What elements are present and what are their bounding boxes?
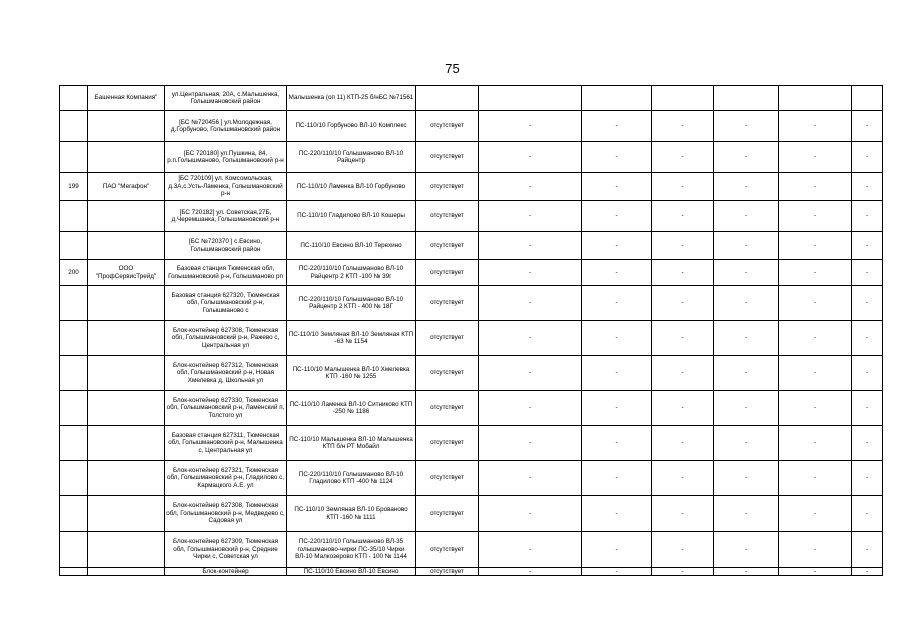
status-cell: отсутствует (416, 173, 479, 201)
substation-cell: ПС-220/110/10 Голышманово ВЛ-35 голышманово-чирки ПС-35/10 Чирки ВЛ-10 Малкозерово КТП - 100 № 1144 (287, 532, 416, 568)
value-cell-3: - (652, 142, 714, 173)
value-cell-6: - (852, 201, 883, 232)
substation-cell: ПС-110/10 Евсино ВЛ-10 Терехино (287, 232, 416, 260)
organization-cell (88, 201, 165, 232)
value-cell-4: - (714, 496, 779, 532)
value-cell-4: - (714, 173, 779, 201)
organization-cell: ООО "ПрофСервисТрейд" (88, 260, 165, 286)
organization-cell (88, 321, 165, 356)
substation-cell: ПС-220/110/10 Голышманово ВЛ-10 Гладилово КТП -400 № 1124 (287, 461, 416, 496)
substation-cell: Малышенка (оп 11) КТП-25 б/нБС №71561 (287, 86, 416, 111)
value-cell-1: - (479, 321, 582, 356)
value-cell-5: - (779, 260, 852, 286)
value-cell-4: - (714, 321, 779, 356)
value-cell-2: - (582, 426, 652, 461)
value-cell-6 (852, 86, 883, 111)
address-cell: [БС №720456 ] ул.Молодежная, д.Горбуново, Голышмановский район (165, 111, 287, 142)
status-cell: отсутствует (416, 568, 479, 576)
substation-cell: ПС-220/110/10 Голышманово ВЛ-10 Райцентр 2 КТП -100 № 39г (287, 260, 416, 286)
value-cell-6: - (852, 173, 883, 201)
value-cell-6: - (852, 426, 883, 461)
organization-cell (88, 391, 165, 426)
substation-cell: ПС-110/10 Гладилово ВЛ-10 Кошеры (287, 201, 416, 232)
table-row (60, 496, 883, 532)
address-cell: [БС 720182] ул. Советская,27Б, д.Черемшанка, Голышмановский р-н (165, 201, 287, 232)
value-cell-1: - (479, 356, 582, 391)
address-cell: Блок-контейнер 627330, Тюменская обл, Голышмановский р-н, Ламенский п, Толстого ул (165, 391, 287, 426)
table-row (60, 111, 883, 142)
address-cell: Базовая станция Тюменская обл, Голышмановский р-н, Голышманово рп (165, 260, 287, 286)
table-row (60, 426, 883, 461)
table-row (60, 286, 883, 321)
value-cell-1: - (479, 286, 582, 321)
value-cell-5: - (779, 356, 852, 391)
row-number-cell (60, 568, 88, 576)
organization-cell (88, 568, 165, 576)
substation-cell: ПС-110/10 Малышенка ВЛ-10 Хмелевка КТП -160 № 1255 (287, 356, 416, 391)
substation-cell: ПС-110/10 Ламенка ВЛ-10 Ситниково КТП -250 № 1186 (287, 391, 416, 426)
address-cell: Блок-контейнер (165, 568, 287, 576)
status-cell: отсутствует (416, 232, 479, 260)
organization-cell (88, 426, 165, 461)
organization-cell (88, 532, 165, 568)
organization-cell (88, 286, 165, 321)
row-number-cell (60, 461, 88, 496)
value-cell-4: - (714, 568, 779, 576)
value-cell-4: - (714, 142, 779, 173)
value-cell-6: - (852, 111, 883, 142)
row-number-cell (60, 232, 88, 260)
value-cell-5: - (779, 568, 852, 576)
value-cell-2: - (582, 286, 652, 321)
row-number-cell (60, 142, 88, 173)
table-row (60, 201, 883, 232)
value-cell-3: - (652, 496, 714, 532)
status-cell: отсутствует (416, 286, 479, 321)
value-cell-5: - (779, 173, 852, 201)
value-cell-2: - (582, 173, 652, 201)
substation-cell: ПС-110/10 Малышенка ВЛ-10 Малышенка КТП б/н РТ Мобайл (287, 426, 416, 461)
address-cell: Блок-контейнер 627308, Тюменская обл, Голышмановский р-н, Ражево с, Центральная ул (165, 321, 287, 356)
address-cell: Блок-контейнер 627321, Тюменская обл, Голышмановский р-н, Гладилово с, Кармацкого А.Е. ул (165, 461, 287, 496)
organization-cell (88, 496, 165, 532)
address-cell: Базовая станция 627320, Тюменская обл, Голышмановский р-н, Голышманово с (165, 286, 287, 321)
organization-cell: Башенная Компания" (88, 86, 165, 111)
table-row (60, 142, 883, 173)
value-cell-6: - (852, 260, 883, 286)
address-cell: [БС №720370 ] с.Евсино, Голышмановский район (165, 232, 287, 260)
organization-cell (88, 111, 165, 142)
value-cell-3: - (652, 260, 714, 286)
value-cell-4: - (714, 260, 779, 286)
value-cell-6: - (852, 568, 883, 576)
status-cell: отсутствует (416, 111, 479, 142)
row-number-cell (60, 532, 88, 568)
value-cell-2 (582, 86, 652, 111)
value-cell-5: - (779, 321, 852, 356)
value-cell-5: - (779, 286, 852, 321)
table-row (60, 173, 883, 201)
address-cell: Блок-контейнер 627309, Тюменская обл, Голышмановский р-н, Средние Чирки с, Советская ул (165, 532, 287, 568)
value-cell-1: - (479, 173, 582, 201)
value-cell-3: - (652, 173, 714, 201)
value-cell-4: - (714, 232, 779, 260)
status-cell: отсутствует (416, 532, 479, 568)
organization-cell (88, 232, 165, 260)
value-cell-5: - (779, 496, 852, 532)
value-cell-2: - (582, 232, 652, 260)
value-cell-2: - (582, 496, 652, 532)
status-cell: отсутствует (416, 321, 479, 356)
value-cell-3: - (652, 111, 714, 142)
row-number-cell (60, 496, 88, 532)
organization-cell (88, 356, 165, 391)
value-cell-5: - (779, 111, 852, 142)
value-cell-1: - (479, 142, 582, 173)
value-cell-1: - (479, 532, 582, 568)
table-row (60, 321, 883, 356)
substation-cell: ПС-110/10 Горбуново ВЛ-10 Комплекс (287, 111, 416, 142)
value-cell-6: - (852, 356, 883, 391)
address-cell: [БС 720109] ул. Комсомольская, д.3А,с.Усть-Ламенка, Голышмановский р-н (165, 173, 287, 201)
value-cell-5: - (779, 142, 852, 173)
table-row (60, 461, 883, 496)
data-table (59, 85, 883, 576)
value-cell-5: - (779, 201, 852, 232)
value-cell-3: - (652, 201, 714, 232)
value-cell-3: - (652, 532, 714, 568)
value-cell-3: - (652, 568, 714, 576)
address-cell: [БС 720180] ул.Пушкина, 84, р.п.Голышманово, Голышмановский р-н (165, 142, 287, 173)
value-cell-3: - (652, 461, 714, 496)
value-cell-6: - (852, 142, 883, 173)
value-cell-1: - (479, 568, 582, 576)
value-cell-1: - (479, 260, 582, 286)
organization-cell: ПАО "Мегафон" (88, 173, 165, 201)
value-cell-5: - (779, 391, 852, 426)
status-cell: отсутствует (416, 496, 479, 532)
value-cell-2: - (582, 321, 652, 356)
substation-cell: ПС-110/10 Земляная ВЛ-10 Брованово КТП -160 № 1111 (287, 496, 416, 532)
value-cell-3: - (652, 426, 714, 461)
value-cell-2: - (582, 568, 652, 576)
status-cell: отсутствует (416, 426, 479, 461)
value-cell-6: - (852, 286, 883, 321)
value-cell-1: - (479, 426, 582, 461)
address-cell: Базовая станция 627311, Тюменская обл, Голышмановский р-н, Малышенка с, Центральная ул (165, 426, 287, 461)
value-cell-4: - (714, 201, 779, 232)
value-cell-5: - (779, 532, 852, 568)
status-cell: отсутствует (416, 142, 479, 173)
substation-cell: ПС-220/110/10 Голышманово ВЛ-10 Райцентр 2 КТП - 400 № 18Г (287, 286, 416, 321)
value-cell-1: - (479, 111, 582, 142)
address-cell: Блок-контейнер 627308, Тюменская обл, Голышмановский р-н, Медведево с, Садовая ул (165, 496, 287, 532)
row-number-cell (60, 201, 88, 232)
row-number-cell (60, 286, 88, 321)
value-cell-6: - (852, 461, 883, 496)
value-cell-4: - (714, 391, 779, 426)
value-cell-6: - (852, 496, 883, 532)
value-cell-1: - (479, 201, 582, 232)
value-cell-6: - (852, 391, 883, 426)
table-row (60, 232, 883, 260)
row-number-cell (60, 111, 88, 142)
row-number-cell (60, 391, 88, 426)
status-cell: отсутствует (416, 461, 479, 496)
value-cell-2: - (582, 260, 652, 286)
value-cell-3: - (652, 356, 714, 391)
status-cell: отсутствует (416, 356, 479, 391)
value-cell-3: - (652, 232, 714, 260)
value-cell-2: - (582, 532, 652, 568)
value-cell-3: - (652, 391, 714, 426)
value-cell-6: - (852, 232, 883, 260)
value-cell-3 (652, 86, 714, 111)
value-cell-2: - (582, 142, 652, 173)
value-cell-4 (714, 86, 779, 111)
address-cell: ул.Центральная, 20А, с.Малышенка, Голышмановский район (165, 86, 287, 111)
value-cell-2: - (582, 461, 652, 496)
value-cell-5: - (779, 461, 852, 496)
row-number-cell: 199 (60, 173, 88, 201)
value-cell-2: - (582, 391, 652, 426)
value-cell-3: - (652, 286, 714, 321)
value-cell-3: - (652, 321, 714, 356)
value-cell-4: - (714, 356, 779, 391)
page-number: 75 (445, 61, 460, 76)
value-cell-1: - (479, 232, 582, 260)
substation-cell: ПС-110/10 Земляная ВЛ-10 Земляная КТП -63 № 1154 (287, 321, 416, 356)
substation-cell: ПС-110/10 Ламенка ВЛ-10 Горбуново (287, 173, 416, 201)
value-cell-4: - (714, 111, 779, 142)
value-cell-1: - (479, 391, 582, 426)
substation-cell: ПС-110/10 Евсино ВЛ-10 Евсино (287, 568, 416, 576)
table-row (60, 532, 883, 568)
row-number-cell (60, 426, 88, 461)
substation-cell: ПС-220/110/10 Голышманово ВЛ-10 Райцентр (287, 142, 416, 173)
value-cell-1 (479, 86, 582, 111)
value-cell-4: - (714, 461, 779, 496)
table-row (60, 86, 883, 111)
table-row (60, 391, 883, 426)
value-cell-6: - (852, 321, 883, 356)
status-cell: отсутствует (416, 260, 479, 286)
value-cell-5 (779, 86, 852, 111)
status-cell: отсутствует (416, 391, 479, 426)
value-cell-1: - (479, 496, 582, 532)
value-cell-2: - (582, 201, 652, 232)
table-row (60, 568, 883, 576)
status-cell: отсутствует (416, 201, 479, 232)
value-cell-2: - (582, 356, 652, 391)
organization-cell (88, 461, 165, 496)
address-cell: Блок-контейнер 627312, Тюменская обл, Голышмановский р-н, Новая Хмелевка д, Школьная ул (165, 356, 287, 391)
value-cell-6: - (852, 532, 883, 568)
status-cell (416, 86, 479, 111)
row-number-cell (60, 321, 88, 356)
value-cell-4: - (714, 532, 779, 568)
row-number-cell (60, 86, 88, 111)
table-row (60, 356, 883, 391)
table-row (60, 260, 883, 286)
value-cell-5: - (779, 232, 852, 260)
row-number-cell (60, 356, 88, 391)
value-cell-5: - (779, 426, 852, 461)
value-cell-2: - (582, 111, 652, 142)
organization-cell (88, 142, 165, 173)
value-cell-4: - (714, 286, 779, 321)
row-number-cell: 200 (60, 260, 88, 286)
value-cell-1: - (479, 461, 582, 496)
value-cell-4: - (714, 426, 779, 461)
